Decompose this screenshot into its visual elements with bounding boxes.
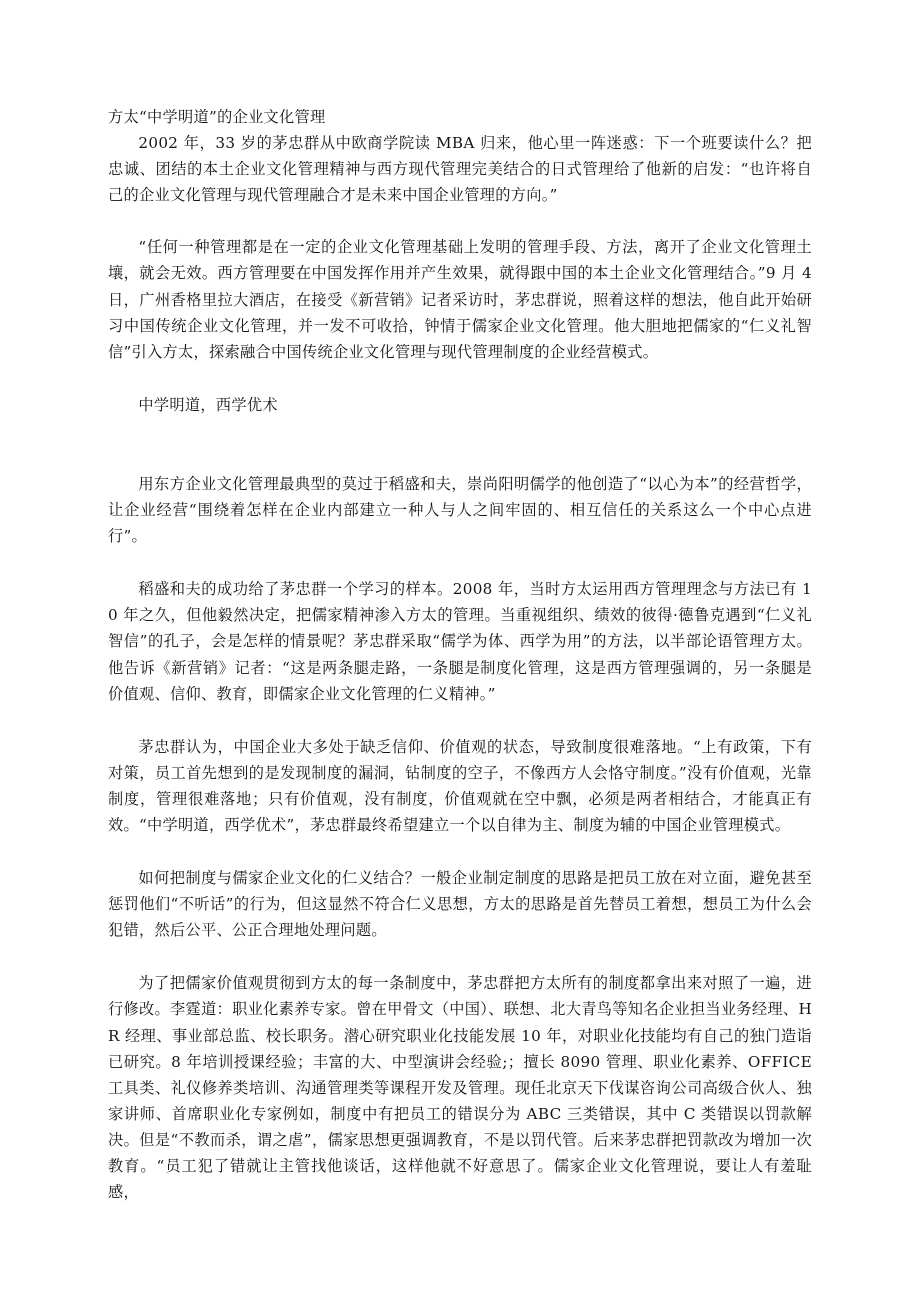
paragraph-5: 茅忠群认为，中国企业大多处于缺乏信仰、价值观的状态，导致制度很难落地。“上有政策，下有对策，员工首先想到的是发现制度的漏洞，钻制度的空子，不像西方人会恪守制度。”没有价值观，光靠制度，管理很难落地；只有价值观，没有制度，价值观就在空中飘，必须是两者相结合，才能真正有效。“中学明道，西学优术”，茅忠群最终希望建立一个以自律为主、制度为辅的中国企业管理模式。 [108,737,812,834]
paragraph-spacer [108,707,812,734]
heading-spacer-before [108,365,812,392]
document-body [108,104,812,1205]
paragraph-1: 2002 年，33 岁的茅忠群从中欧商学院读 MBA 归来，他心里一阵迷惑：下一个班要读什么？把忠诚、团结的本土企业文化管理精神与西方现代管理完美结合的日式管理给了他新的启发：“也许将自己的企业文化管理与现代管理融合才是未来中国企业管理的方向。” [108,134,812,205]
paragraph-2: “任何一种管理都是在一定的企业文化管理基础上发明的管理手段、方法，离开了企业文化管理土壤，就会无效。西方管理要在中国发挥作用并产生效果，就得跟中国的本土企业文化管理结合。”9 月 4 日，广州香格里拉大酒店，在接受《新营销》记者采访时，茅忠群说，照着这样的想法，他自此开始研习中国传统企业文化管理，并一发不可收拾，钟情于儒家企业文化管理。他大胆地把儒家的“仁义礼智信”引入方太，探索融合中国传统企业文化管理与现代管理制度的企业经营模式。 [108,238,812,361]
paragraph-spacer [108,549,812,576]
document-title-line: 方太“中学明道”的企业文化管理 [108,108,326,126]
section-heading: 中学明道，西学优术 [138,395,278,414]
paragraph-4: 稻盛和夫的成功给了茅忠群一个学习的样本。2008 年，当时方太运用西方管理理念与方法已有 10 年之久，但他毅然决定，把儒家精神渗入方太的管理。当重视组织、绩效的彼得·德鲁克遇到“仁义礼智信”的孔子，会是怎样的情景呢？茅忠群采取“儒学为体、西学为用”的方法，以半部论语管理方太。他告诉《新营销》记者：“这是两条腿走路，一条腿是制度化管理，这是西方管理强调的，另一条腿是价值观、信仰、教育，即儒家企业文化管理的仁义精神。” [108,580,812,703]
heading-spacer-after [108,418,812,471]
paragraph-3: 用东方企业文化管理最典型的莫过于稻盛和夫，崇尚阳明儒学的他创造了“以心为本”的经营哲学，让企业经营“围绕着怎样在企业内部建立一种人与人之间牢固的、相互信任的关系这么一个中心点进行”。 [108,474,812,546]
paragraph-spacer [108,208,812,234]
paragraph-spacer [108,943,812,970]
paragraph-spacer [108,838,812,865]
paragraph-6: 如何把制度与儒家企业文化的仁义结合？一般企业制定制度的思路是把员工放在对立面，避免甚至惩罚他们“不听话”的行为，但这显然不符合仁义思想，方太的思路是首先替员工着想，想员工为什么会犯错，然后公平、公正合理地处理问题。 [108,869,812,940]
paragraph-7: 为了把儒家价值观贯彻到方太的每一条制度中，茅忠群把方太所有的制度都拿出来对照了一遍，进行修改。李霆道：职业化素养专家。曾在甲骨文（中国）、联想、北大青鸟等知名企业担当业务经理、HR 经理、事业部总监、校长职务。潜心研究职业化技能发展 10 年，对职业化技能均有自己的独门造诣已研究。8 年培训授课经验；丰富的大、中型演讲会经验;；擅长 8090 管理、职业化素养、OFFICE 工具类、礼仪修养类培训、沟通管理类等课程开发及管理。现任北京天下伐谋咨询公司高级合伙人、独家讲师、首席职业化专家例如，制度中有把员工的错误分为 ABC 三类错误，其中 C 类错误以罚款解决。但是“不教而杀，谓之虐”，儒家思想更强调教育，不是以罚代管。后来茅忠群把罚款改为增加一次教育。“员工犯了错就让主管找他谈话，这样他就不好意思了。儒家企业文化管理说，要让人有羞耻感， [108,974,812,1202]
